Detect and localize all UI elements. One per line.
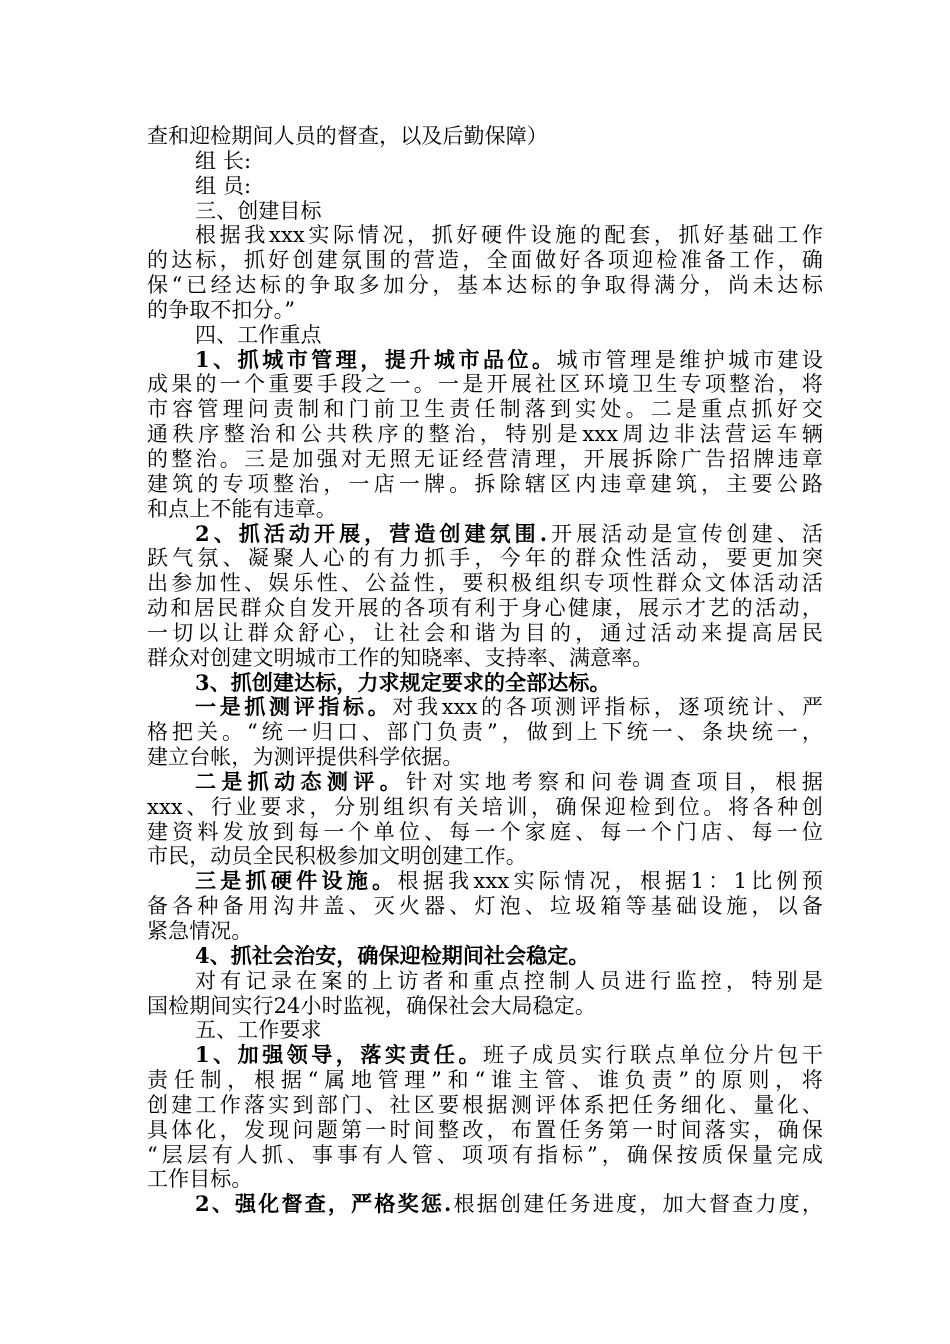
text-line — [147, 1068, 823, 1093]
body-text: 群众对创建文明城市工作的知晓率、支持率、满意率。 — [147, 645, 654, 670]
body-text: 五、工作要求 — [195, 1018, 322, 1043]
text-line — [147, 695, 823, 720]
text-line — [147, 919, 823, 944]
body-text: 国检期间实行24小时监视，确保社会大局稳定。 — [147, 993, 596, 1018]
text-line — [147, 795, 823, 820]
text-line — [147, 770, 823, 795]
text-line — [147, 1192, 823, 1217]
body-text: 四、工作重点 — [195, 322, 322, 347]
body-text: xxx、行业要求，分别组织有关培训，确保迎检到位。将各种创 — [147, 794, 823, 819]
body-text: 和点上不能有违章。 — [147, 496, 337, 521]
text-line — [147, 745, 823, 770]
text-line — [147, 646, 823, 671]
body-text: 的争取不扣分。” — [147, 297, 296, 322]
body-text: 市容管理问责制和门前卫生责任制落到实处。二是重点抓好交 — [147, 397, 823, 422]
text-line — [147, 1093, 823, 1118]
body-text: 责任制，根据“属地管理”和“谁主管、谁负责”的原则，将 — [147, 1068, 823, 1093]
body-text: 工作目标。 — [147, 1167, 253, 1192]
body-text: 创建工作落实到部门、社区要根据测评体系把任务细化、量化、 — [147, 1092, 823, 1117]
body-text: 格把关。“统一归口、部门负责”，做到上下统一、条块统一， — [147, 720, 823, 745]
body-text: 成果的一个重要手段之一。一是开展社区环境卫生专项整治，将 — [147, 372, 823, 397]
text-line — [147, 820, 823, 845]
body-text: 根据创建任务进度，加大督查力度， — [451, 1192, 823, 1217]
body-text: 紧急情况。 — [147, 919, 253, 943]
body-text: 出参加性、娱乐性、公益性，要积极组织专项性群众文体活动活 — [147, 571, 823, 596]
bold-heading-text: 2、抓活动开展，营造创建氛围. — [195, 521, 548, 546]
text-line — [147, 1018, 823, 1043]
text-line — [147, 298, 823, 323]
body-text: 查和迎检期间人员的督查，以及后勤保障） — [147, 124, 548, 148]
bold-heading-text: 三是抓硬件设施。 — [195, 869, 398, 894]
text-line — [147, 1043, 823, 1068]
body-text: 的整治。三是加强对无照无证经营清理，开展拆除广告招牌违章 — [147, 446, 823, 471]
body-text: 对我xxx的各项测评指标，逐项统计、严 — [392, 695, 823, 720]
body-text: 针对实地考察和问卷调查项目，根据 — [406, 769, 823, 794]
body-text: 三、创建目标 — [195, 198, 322, 223]
text-line — [147, 397, 823, 422]
body-text: 市民，动员全民积极参加文明创建工作。 — [147, 844, 527, 869]
body-text: 通秩序整治和公共秩序的整治，特别是xxx周边非法营运车辆 — [147, 422, 823, 447]
text-line — [147, 944, 823, 969]
body-text: 动和居民群众自发开展的各项有利于身心健康，展示才艺的活动， — [147, 596, 823, 621]
body-text: 对有记录在案的上访者和重点控制人员进行监控，特别是 — [195, 968, 823, 993]
text-line — [147, 472, 823, 497]
text-line — [147, 348, 823, 373]
bold-heading-text: 二是抓动态测评。 — [195, 769, 407, 794]
body-text: 根据我xxx实际情况，根据1：1比例预 — [397, 869, 823, 894]
bold-heading-text: 1、抓城市管理，提升城市品位。 — [195, 347, 557, 372]
body-text: 备各种备用沟井盖、灭火器、灯泡、垃圾箱等基础设施，以备 — [147, 894, 823, 919]
bold-heading-text: 一是抓测评指标。 — [195, 695, 393, 720]
text-line — [147, 223, 823, 248]
body-text: 开展活动是宣传创建、活 — [547, 521, 823, 546]
body-text: 组 员: — [195, 173, 252, 198]
text-line — [147, 124, 823, 149]
bold-heading-text: 1、加强领导，落实责任。 — [195, 1043, 483, 1068]
body-text: 建筑的专项整治，一店一牌。拆除辖区内违章建筑，主要公路 — [147, 471, 823, 496]
bold-heading-text: 4、抓社会治安，确保迎检期间社会稳定。 — [195, 943, 590, 968]
text-line — [147, 372, 823, 397]
body-text: 一切以让群众舒心，让社会和谐为目的，通过活动来提高居民 — [147, 620, 823, 645]
text-line — [147, 497, 823, 522]
text-line — [147, 571, 823, 596]
document-body — [147, 124, 823, 1217]
text-line — [147, 546, 823, 571]
body-text: 保“已经达标的争取多加分，基本达标的争取得满分，尚未达标 — [147, 273, 823, 298]
body-text: 班子成员实行联点单位分片包干 — [483, 1043, 823, 1068]
text-line — [147, 1167, 823, 1192]
text-line — [147, 869, 823, 894]
text-line — [147, 894, 823, 919]
text-line — [147, 149, 823, 174]
text-line — [147, 844, 823, 869]
text-line — [147, 720, 823, 745]
text-line — [147, 522, 823, 547]
text-line — [147, 174, 823, 199]
text-line — [147, 1118, 823, 1143]
bold-heading-text: 3、抓创建达标，力求规定要求的全部达标。 — [195, 670, 611, 695]
text-line — [147, 596, 823, 621]
body-text: 具体化，发现问题第一时间整改，布置任务第一时间落实，确保 — [147, 1117, 823, 1142]
text-line — [147, 422, 823, 447]
text-line — [147, 248, 823, 273]
body-text: 城市管理是维护城市建设 — [556, 347, 823, 372]
body-text: 建资料发放到每一个单位、每一个家庭、每一个门店、每一位 — [147, 819, 823, 844]
text-line — [147, 199, 823, 224]
body-text: “层层有人抓、事事有人管、项项有指标”，确保按质保量完成 — [147, 1142, 823, 1167]
text-line — [147, 994, 823, 1019]
text-line — [147, 621, 823, 646]
body-text: 根据我xxx实际情况，抓好硬件设施的配套，抓好基础工作 — [195, 223, 823, 248]
text-line — [147, 969, 823, 994]
text-line — [147, 323, 823, 348]
body-text: 建立台帐，为测评提供科学依据。 — [147, 745, 464, 770]
body-text: 组 长: — [195, 148, 252, 173]
body-text: 的达标，抓好创建氛围的营造，全面做好各项迎检准备工作，确 — [147, 248, 823, 273]
text-line — [147, 447, 823, 472]
text-line — [147, 671, 823, 696]
body-text: 跃气氛、凝聚人心的有力抓手，今年的群众性活动，要更加突 — [147, 546, 823, 571]
text-line — [147, 1143, 823, 1168]
bold-heading-text: 2、强化督查，严格奖惩. — [195, 1192, 452, 1217]
text-line — [147, 273, 823, 298]
